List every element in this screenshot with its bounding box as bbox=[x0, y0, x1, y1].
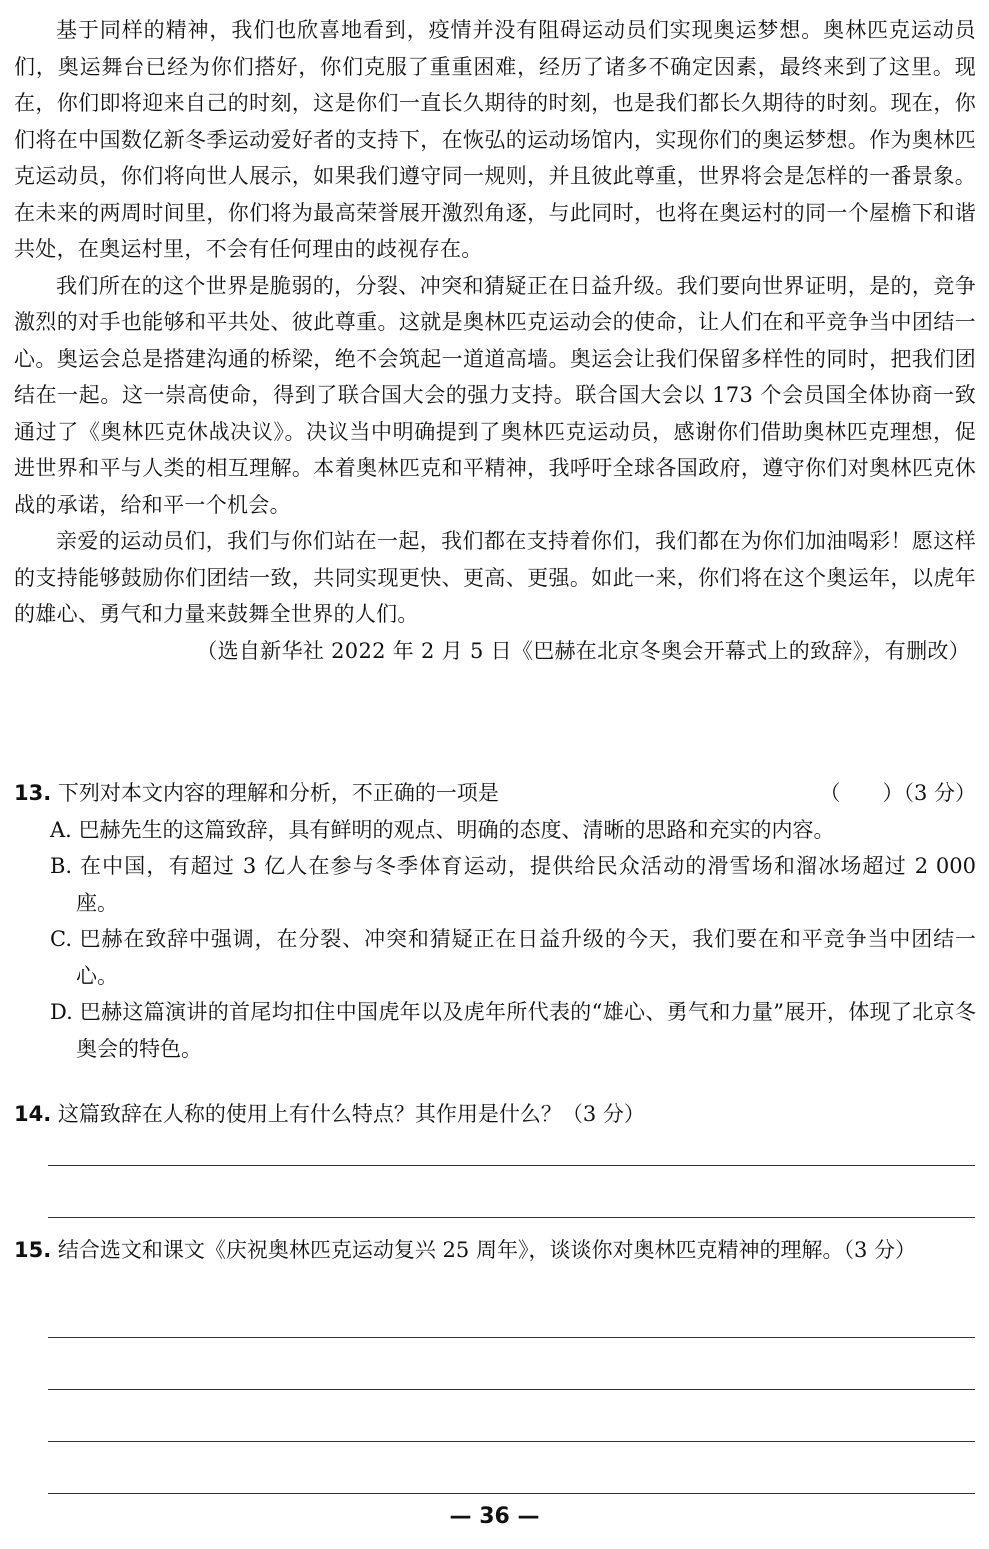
question-13-number: 13. bbox=[14, 781, 52, 805]
question-13-stem-row bbox=[14, 775, 976, 812]
question-15-answer-line-4[interactable] bbox=[48, 1493, 975, 1494]
question-13-stem: 下列对本文内容的理解和分析，不正确的一项是 bbox=[51, 781, 499, 805]
question-15-answer-line-2[interactable] bbox=[48, 1389, 975, 1390]
question-13-option-a[interactable]: A. 巴赫先生的这篇致辞，具有鲜明的观点、明确的态度、清晰的思路和充实的内容。 bbox=[50, 817, 835, 842]
question-15-number: 15. bbox=[14, 1238, 52, 1262]
reading-passage bbox=[14, 12, 976, 669]
question-15-answer-line-3[interactable] bbox=[48, 1441, 975, 1442]
question-14-answer-line-2[interactable] bbox=[48, 1217, 975, 1218]
passage-source-citation: （选自新华社 2022 年 2 月 5 日《巴赫在北京冬奥会开幕式上的致辞》，有删改） bbox=[196, 638, 970, 663]
question-14-answer-line-1[interactable] bbox=[48, 1165, 975, 1166]
question-15 bbox=[14, 1232, 976, 1269]
question-14 bbox=[14, 1096, 976, 1133]
passage-paragraph-3: 亲爱的运动员们，我们与你们站在一起，我们都在支持着你们，我们都在为你们加油喝彩！愿这样的支持能够鼓励你们团结一致，共同实现更快、更高、更强。如此一来，你们将在这个奥运年，以虎年的雄心、勇气和力量来鼓舞全世界的人们。 bbox=[14, 529, 976, 626]
question-13-option-b[interactable]: B. 在中国，有超过 3 亿人在参与冬季体育运动，提供给民众活动的滑雪场和溜冰场超过 2 000 座。 bbox=[50, 854, 976, 915]
question-13 bbox=[14, 775, 976, 1067]
question-15-answer-line-1[interactable] bbox=[48, 1337, 975, 1338]
question-14-number: 14. bbox=[14, 1102, 52, 1126]
question-13-option-d[interactable]: D. 巴赫这篇演讲的首尾均扣住中国虎年以及虎年所代表的“雄心、勇气和力量”展开，体现了北京冬奥会的特色。 bbox=[50, 1000, 976, 1061]
question-13-answer-blank[interactable]: （ ）（3 分） bbox=[819, 781, 976, 805]
question-14-stem: 这篇致辞在人称的使用上有什么特点？其作用是什么？（3 分） bbox=[51, 1102, 645, 1126]
passage-paragraph-1: 基于同样的精神，我们也欣喜地看到，疫情并没有阻碍运动员们实现奥运梦想。奥林匹克运动员们，奥运舞台已经为你们搭好，你们克服了重重困难，经历了诸多不确定因素，最终来到了这里。现在，你们即将迎来自己的时刻，这是你们一直长久期待的时刻，也是我们都长久期待的时刻。现在，你们将在中国数亿新冬季运动爱好者的支持下，在恢弘的运动场馆内，实现你们的奥运梦想。作为奥林匹克运动员，你们将向世人展示，如果我们遵守同一规则，并且彼此尊重，世界将会是怎样的一番景象。在未来的两周时间里，你们将为最高荣誉展开激烈角逐，与此同时，也将在奥运村的同一个屋檐下和谐共处，在奥运村里，不会有任何理由的歧视存在。 bbox=[14, 18, 976, 261]
passage-paragraph-2: 我们所在的这个世界是脆弱的，分裂、冲突和猜疑正在日益升级。我们要向世界证明，是的，竞争激烈的对手也能够和平共处、彼此尊重。这就是奥林匹克运动会的使命，让人们在和平竞争当中团结一心。奥运会总是搭建沟通的桥梁，绝不会筑起一道道高墙。奥运会让我们保留多样性的同时，把我们团结在一起。这一崇高使命，得到了联合国大会的强力支持。联合国大会以 173 个会员国全体协商一致通过了《奥林匹克休战决议》。决议当中明确提到了奥林匹克运动员，感谢你们借助奥林匹克理想，促进世界和平与人类的相互理解。本着奥林匹克和平精神，我呼吁全球各国政府，遵守你们对奥林匹克休战的承诺，给和平一个机会。 bbox=[14, 273, 976, 517]
question-13-option-c[interactable]: C. 巴赫在致辞中强调，在分裂、冲突和猜疑正在日益升级的今天，我们要在和平竞争当中团结一心。 bbox=[50, 927, 976, 988]
question-15-stem: 结合选文和课文《庆祝奥林匹克运动复兴 25 周年》，谈谈你对奥林匹克精神的理解。（3 分） bbox=[51, 1238, 916, 1262]
page-number: — 36 — bbox=[449, 1504, 540, 1529]
